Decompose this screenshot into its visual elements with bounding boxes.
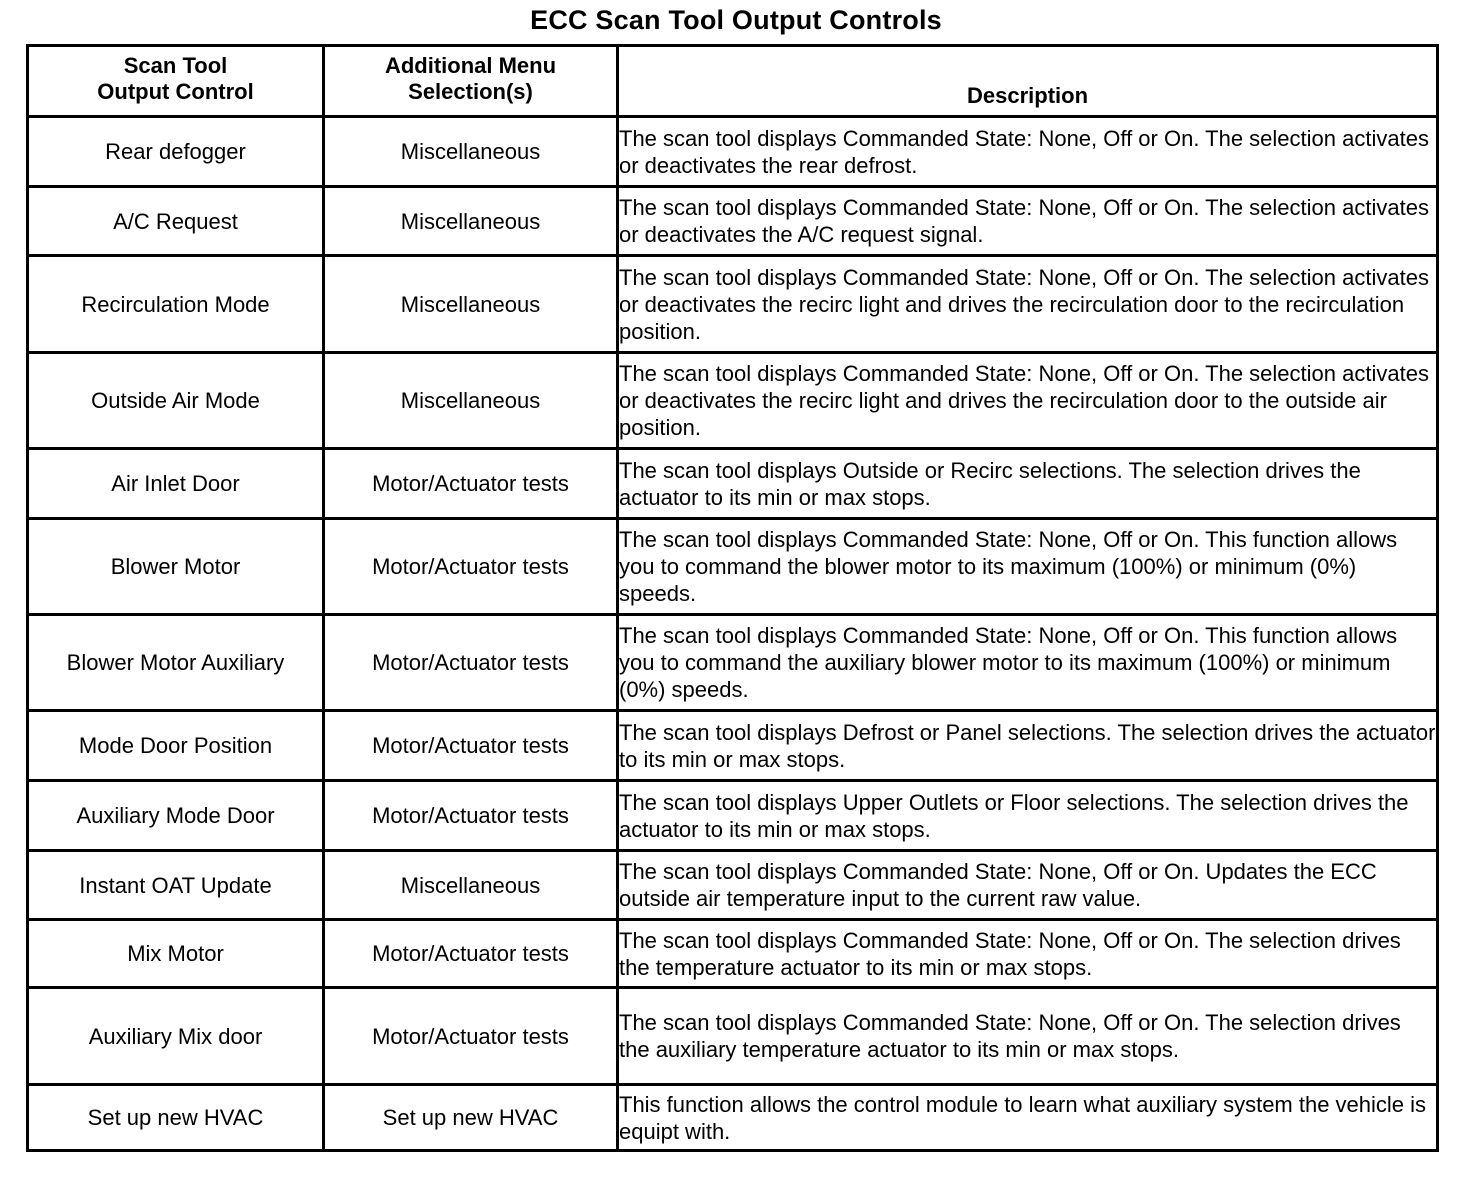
description-cell: The scan tool displays Commanded State: None, Off or On. This function allows you to command the auxiliary blower motor to its maximum (100%) or minimum (0%) speeds.	[618, 615, 1438, 711]
description-cell: The scan tool displays Commanded State: None, Off or On. Updates the ECC outside air temperature input to the current raw value.	[618, 851, 1438, 920]
description-cell: The scan tool displays Commanded State: None, Off or On. The selection drives the auxiliary temperature actuator to its min or max stops.	[618, 988, 1438, 1085]
output-control-cell: Set up new HVAC	[28, 1085, 324, 1151]
menu-selection-cell: Miscellaneous	[324, 353, 618, 449]
output-controls-table	[26, 44, 1439, 1152]
description-cell: The scan tool displays Outside or Recirc selections. The selection drives the actuator to its min or max stops.	[618, 449, 1438, 519]
table-row	[28, 615, 1438, 711]
table-row	[28, 781, 1438, 851]
menu-selection-cell: Motor/Actuator tests	[324, 449, 618, 519]
menu-selection-cell: Miscellaneous	[324, 851, 618, 920]
header-output-control-line2: Output Control	[97, 79, 254, 104]
menu-selection-cell: Motor/Actuator tests	[324, 988, 618, 1085]
output-control-cell: Mix Motor	[28, 920, 324, 988]
output-control-cell: Recirculation Mode	[28, 256, 324, 353]
header-output-control	[28, 46, 324, 117]
table-row	[28, 187, 1438, 256]
table-row	[28, 920, 1438, 988]
description-cell: The scan tool displays Commanded State: None, Off or On. The selection activates or deactivates the rear defrost.	[618, 117, 1438, 187]
menu-selection-cell: Miscellaneous	[324, 117, 618, 187]
table-header-row	[28, 46, 1438, 117]
description-cell: This function allows the control module to learn what auxiliary system the vehicle is equipt with.	[618, 1085, 1438, 1151]
page-title: ECC Scan Tool Output Controls	[530, 5, 942, 35]
description-cell: The scan tool displays Commanded State: None, Off or On. The selection activates or deactivates the recirc light and drives the recirculation door to the recirculation position.	[618, 256, 1438, 353]
table-row	[28, 117, 1438, 187]
output-control-cell: Blower Motor	[28, 519, 324, 615]
description-cell: The scan tool displays Commanded State: None, Off or On. This function allows you to command the blower motor to its maximum (100%) or minimum (0%) speeds.	[618, 519, 1438, 615]
output-control-cell: A/C Request	[28, 187, 324, 256]
table-row	[28, 988, 1438, 1085]
header-output-control-line1: Scan Tool	[123, 53, 228, 78]
table-row	[28, 353, 1438, 449]
description-cell: The scan tool displays Commanded State: None, Off or On. The selection drives the temperature actuator to its min or max stops.	[618, 920, 1438, 988]
output-control-cell: Outside Air Mode	[28, 353, 324, 449]
menu-selection-cell: Motor/Actuator tests	[324, 615, 618, 711]
output-control-cell: Air Inlet Door	[28, 449, 324, 519]
description-cell: The scan tool displays Upper Outlets or Floor selections. The selection drives the actuator to its min or max stops.	[618, 781, 1438, 851]
header-description: Description	[618, 46, 1438, 117]
menu-selection-cell: Set up new HVAC	[324, 1085, 618, 1151]
table-row	[28, 1085, 1438, 1151]
table-row	[28, 256, 1438, 353]
table-row	[28, 711, 1438, 781]
description-cell: The scan tool displays Commanded State: None, Off or On. The selection activates or deactivates the recirc light and drives the recirculation door to the outside air position.	[618, 353, 1438, 449]
output-control-cell: Mode Door Position	[28, 711, 324, 781]
header-menu-line1: Additional Menu	[384, 53, 557, 78]
menu-selection-cell: Miscellaneous	[324, 187, 618, 256]
menu-selection-cell: Motor/Actuator tests	[324, 711, 618, 781]
table-row	[28, 449, 1438, 519]
menu-selection-cell: Motor/Actuator tests	[324, 519, 618, 615]
output-control-cell: Rear defogger	[28, 117, 324, 187]
output-control-cell: Auxiliary Mix door	[28, 988, 324, 1085]
description-cell: The scan tool displays Defrost or Panel selections. The selection drives the actuator to its min or max stops.	[618, 711, 1438, 781]
header-menu-selection	[324, 46, 618, 117]
output-control-cell: Blower Motor Auxiliary	[28, 615, 324, 711]
output-control-cell: Auxiliary Mode Door	[28, 781, 324, 851]
menu-selection-cell: Motor/Actuator tests	[324, 781, 618, 851]
description-cell: The scan tool displays Commanded State: None, Off or On. The selection activates or deactivates the A/C request signal.	[618, 187, 1438, 256]
header-menu-line2: Selection(s)	[408, 79, 533, 104]
output-control-cell: Instant OAT Update	[28, 851, 324, 920]
table-row	[28, 851, 1438, 920]
menu-selection-cell: Miscellaneous	[324, 256, 618, 353]
table-row	[28, 519, 1438, 615]
menu-selection-cell: Motor/Actuator tests	[324, 920, 618, 988]
